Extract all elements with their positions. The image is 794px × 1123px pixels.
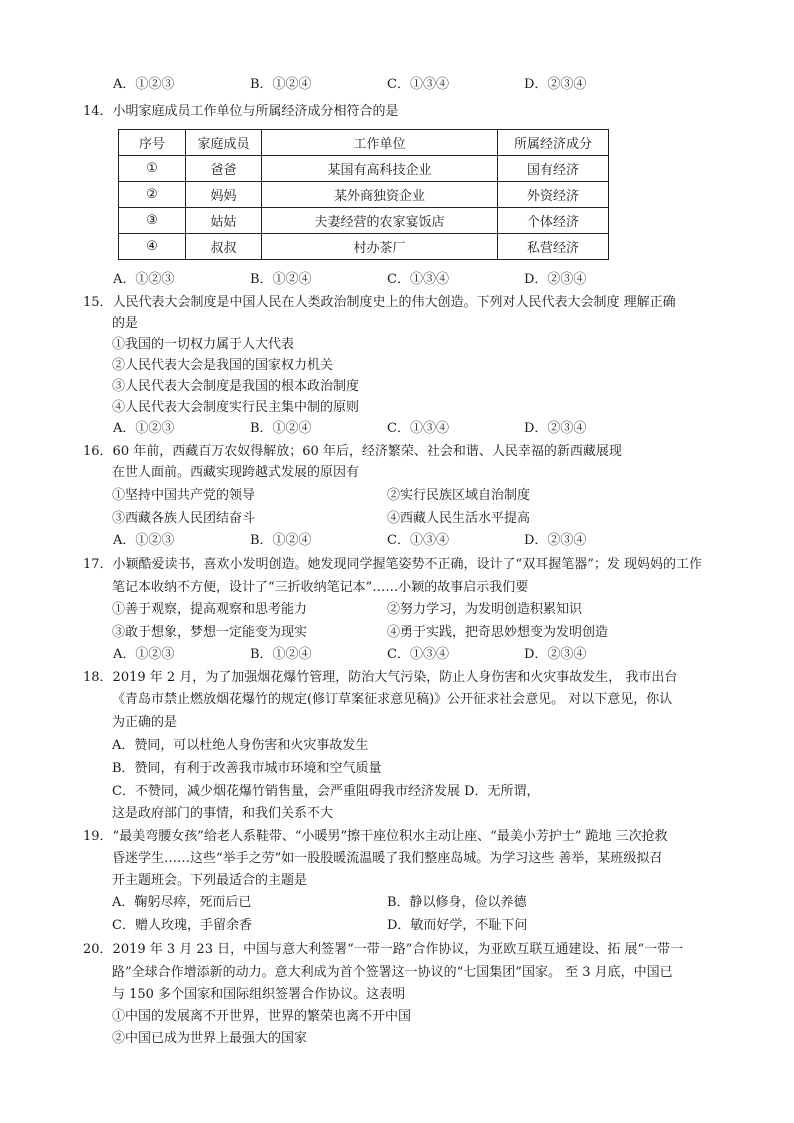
q20-stem-cont: 路”全球合作增添新的动力。意大利成为首个签署这一协议的“七国集团”国家。 至 3 月底，中国已 [112, 965, 673, 980]
table-row [119, 156, 609, 182]
cell-workplace: 某国有高科技企业 [262, 156, 498, 182]
option-b[interactable]: B．①②④ [250, 533, 312, 548]
option-c[interactable]: C．①③④ [387, 272, 449, 287]
q17-stem-cont: 笔记本收纳不方便，设计了“三折收纳笔记本”……小颖的故事启示我们要 [112, 580, 529, 595]
cell-workplace: 村办茶厂 [262, 234, 498, 260]
option-d[interactable]: D．②③④ [524, 421, 587, 436]
q14-options [113, 272, 673, 288]
cell-index: ② [119, 182, 186, 208]
q20-item-1: ①中国的发展离不开世界，世界的繁荣也离不开中国 [112, 1009, 412, 1024]
q20-stem: 20．2019 年 3 月 23 日，中国与意大利签署“一带一路”合作协议，为亚欧互联互通建设、拓 展“一带一 [83, 942, 684, 957]
header-workplace: 工作单位 [262, 130, 498, 156]
q15-item-2: ②人民代表大会是我国的国家权力机关 [112, 358, 334, 373]
q15-item-1: ①我国的一切权力属于人大代表 [112, 337, 295, 352]
q19-option-b[interactable]: B．静以修身，俭以养德 [387, 895, 527, 910]
header-member: 家庭成员 [186, 130, 262, 156]
q19-stem-cont2: 开主题班会。下列最适合的主题是 [112, 873, 308, 888]
cell-member: 叔叔 [186, 234, 262, 260]
table-row [119, 234, 609, 260]
option-a[interactable]: A．①②③ [113, 421, 175, 436]
q16-stem-cont: 在世人面前。西藏实现跨越式发展的原因有 [112, 465, 360, 480]
q19-option-c[interactable]: C．赠人玫瑰，手留余香 [112, 918, 252, 933]
q18-stem-cont2: 为正确的是 [112, 715, 178, 730]
q17-item-1: ①善于观察，提高观察和思考能力 [112, 602, 308, 617]
header-economy: 所属经济成分 [498, 130, 609, 156]
option-a[interactable]: A．①②③ [113, 272, 175, 287]
q19-option-d[interactable]: D．敏而好学，不耻下问 [387, 918, 528, 933]
cell-member: 妈妈 [186, 182, 262, 208]
q18-option-b[interactable]: B．赞同，有利于改善我市城市环境和空气质量 [112, 761, 382, 776]
q16-options [113, 533, 673, 549]
cell-index: ④ [119, 234, 186, 260]
q17-options [113, 647, 673, 663]
option-c[interactable]: C．①③④ [387, 421, 449, 436]
option-b[interactable]: B．①②④ [250, 421, 312, 436]
q15-item-4: ④人民代表大会制度实行民主集中制的原则 [112, 400, 360, 415]
q14-stem: 14．小明家庭成员工作单位与所属经济成分相符合的是 [83, 104, 399, 119]
q19-stem-cont: 昏迷学生……这些“举手之劳”如一股股暖流温暖了我们整座岛城。为学习这些 善举，某班级拟召 [112, 851, 663, 866]
table-row [119, 182, 609, 208]
q19-stem: 19．“最美弯腰女孩”给老人系鞋带、“小暖男”擦干座位积水主动让座、“最美小芳护士” 跪地 三次抢救 [83, 829, 668, 844]
cell-economy: 私营经济 [498, 234, 609, 260]
q15-options [113, 421, 673, 437]
q16-item-1: ①坚持中国共产党的领导 [112, 488, 256, 503]
q16-item-2: ②实行民族区域自治制度 [387, 488, 531, 503]
option-d[interactable]: D．②③④ [524, 77, 587, 92]
option-d[interactable]: D．②③④ [524, 647, 587, 662]
option-c[interactable]: C．①③④ [387, 77, 449, 92]
option-c[interactable]: C．①③④ [387, 533, 449, 548]
option-a[interactable]: A．①②③ [113, 77, 175, 92]
q18-option-c[interactable]: C．不赞同，减少烟花爆竹销售量，会严重阻碍我市经济发展 D．无所谓， [112, 784, 540, 799]
option-c[interactable]: C．①③④ [387, 647, 449, 662]
q17-item-2: ②努力学习，为发明创造积累知识 [387, 602, 583, 617]
cell-economy: 国有经济 [498, 156, 609, 182]
q19-option-a[interactable]: A．鞠躬尽瘁，死而后已 [112, 895, 252, 910]
q16-item-4: ④西藏人民生活水平提高 [387, 511, 531, 526]
cell-index: ③ [119, 208, 186, 234]
q16-stem: 16．60 年前，西藏百万农奴得解放；60 年后，经济繁荣、社会和谐、人民幸福的新西藏展现 [83, 444, 622, 459]
q14-table [118, 129, 609, 260]
cell-economy: 个体经济 [498, 208, 609, 234]
table-header-row [119, 130, 609, 156]
cell-member: 姑姑 [186, 208, 262, 234]
q17-stem: 17．小颖酷爱读书，喜欢小发明创造。她发现同学握笔姿势不正确，设计了“双耳握笔器”；发 现妈妈的工作 [83, 557, 702, 572]
cell-member: 爸爸 [186, 156, 262, 182]
table-row [119, 208, 609, 234]
q18-option-d-cont[interactable]: 这是政府部门的事情，和我们关系不大 [112, 806, 334, 821]
q15-stem-cont: 的是 [112, 316, 139, 331]
option-d[interactable]: D．②③④ [524, 533, 587, 548]
cell-economy: 外资经济 [498, 182, 609, 208]
q20-stem-cont2: 与 150 多个国家和国际组织签署合作协议。这表明 [112, 987, 406, 1002]
cell-index: ① [119, 156, 186, 182]
q18-stem-cont: 《青岛市禁止燃放烟花爆竹的规定(修订草案征求意见稿)》公开征求社会意见。 对以下意见，你认 [112, 692, 673, 707]
q20-item-2: ②中国已成为世界上最强大的国家 [112, 1031, 308, 1046]
cell-workplace: 某外商独资企业 [262, 182, 498, 208]
option-d[interactable]: D．②③④ [524, 272, 587, 287]
q15-item-3: ③人民代表大会制度是我国的根本政治制度 [112, 379, 360, 394]
q18-option-a[interactable]: A．赞同，可以杜绝人身伤害和火灾事故发生 [112, 738, 369, 753]
q15-stem: 15．人民代表大会制度是中国人民在人类政治制度史上的伟大创造。下列对人民代表大会制度 理解正确 [83, 295, 676, 310]
q16-item-3: ③西藏各族人民团结奋斗 [112, 511, 256, 526]
option-b[interactable]: B．①②④ [250, 77, 312, 92]
option-b[interactable]: B．①②④ [250, 272, 312, 287]
q17-item-4: ④勇于实践，把奇思妙想变为发明创造 [387, 625, 609, 640]
option-a[interactable]: A．①②③ [113, 533, 175, 548]
q18-stem: 18．2019 年 2 月，为了加强烟花爆竹管理，防治大气污染，防止人身伤害和火灾事故发生， 我市出台 [83, 670, 678, 685]
option-a[interactable]: A．①②③ [113, 647, 175, 662]
q17-item-3: ③敢于想象，梦想一定能变为现实 [112, 625, 308, 640]
q13-options [113, 77, 673, 93]
cell-workplace: 夫妻经营的农家宴饭店 [262, 208, 498, 234]
header-index: 序号 [119, 130, 186, 156]
option-b[interactable]: B．①②④ [250, 647, 312, 662]
